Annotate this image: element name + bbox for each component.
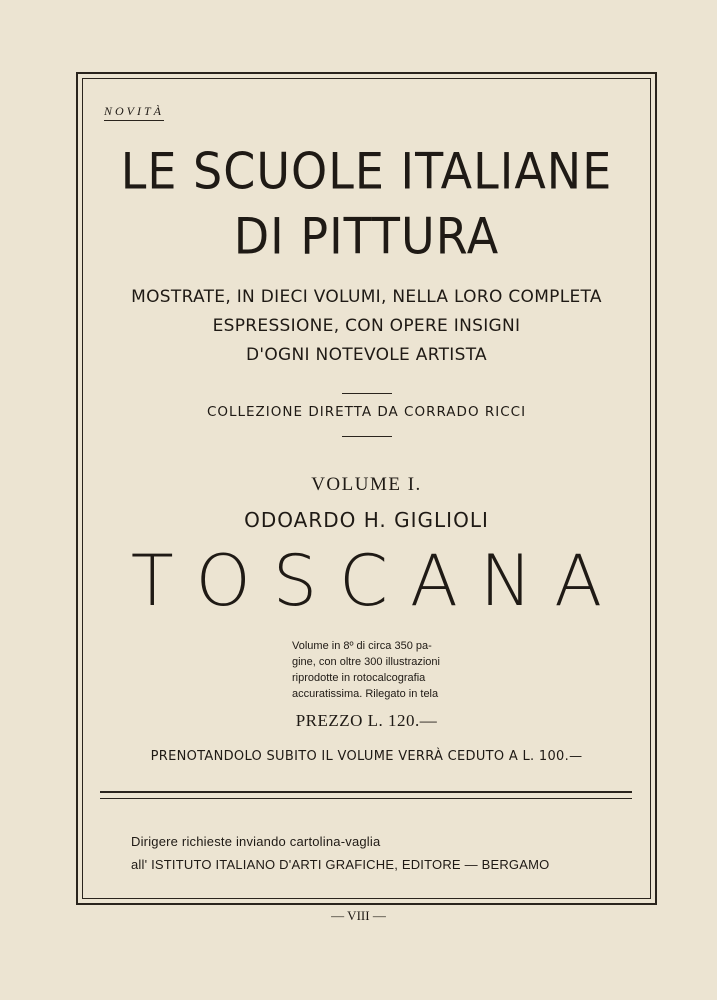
volume-description [292, 638, 477, 702]
description-line: Volume in 8º di circa 350 pa- [292, 640, 432, 652]
price: PREZZO L. 120.— [295, 711, 438, 730]
subtitle-line-3: D'OGNI NOTEVOLE ARTISTA [246, 345, 487, 365]
description-line: accuratissima. Rilegato in tela [292, 688, 439, 700]
page-number: — VIII — [331, 908, 386, 923]
title-line-2: DI PITTURA [233, 206, 500, 266]
divider-top [342, 393, 392, 394]
section-rule-thin [100, 798, 632, 799]
novita-label: NOVITÀ [104, 104, 164, 121]
subtitle-line-1: MOSTRATE, IN DIECI VOLUMI, NELLA LORO COMPLETA [131, 287, 602, 307]
divider-bottom [342, 436, 392, 437]
description-line: riprodotte in rotocalcografia [292, 672, 426, 684]
address-line-2: all' ISTITUTO ITALIANO D'ARTI GRAFICHE, EDITORE — BERGAMO [131, 857, 550, 872]
title-line-1: LE SCUOLE ITALIANE [120, 141, 613, 201]
subtitle-line-2: ESPRESSIONE, CON OPERE INSIGNI [212, 316, 521, 336]
address-line-1: Dirigere richieste inviando cartolina-vaglia [131, 834, 381, 849]
prebooking-offer: PRENOTANDOLO SUBITO IL VOLUME VERRÀ CEDUTO A L. 100.— [150, 749, 583, 764]
volume-author: ODOARDO H. GIGLIOLI [244, 508, 489, 532]
volume-title: TOSCANA [130, 540, 625, 622]
volume-number: VOLUME I. [311, 474, 422, 495]
section-rule-thick [100, 791, 632, 793]
publisher-address [131, 830, 549, 876]
subtitle [84, 283, 649, 370]
collection-editor: COLLEZIONE DIRETTA DA CORRADO RICCI [206, 404, 527, 420]
description-line: gine, con oltre 300 illustrazioni [292, 656, 440, 668]
